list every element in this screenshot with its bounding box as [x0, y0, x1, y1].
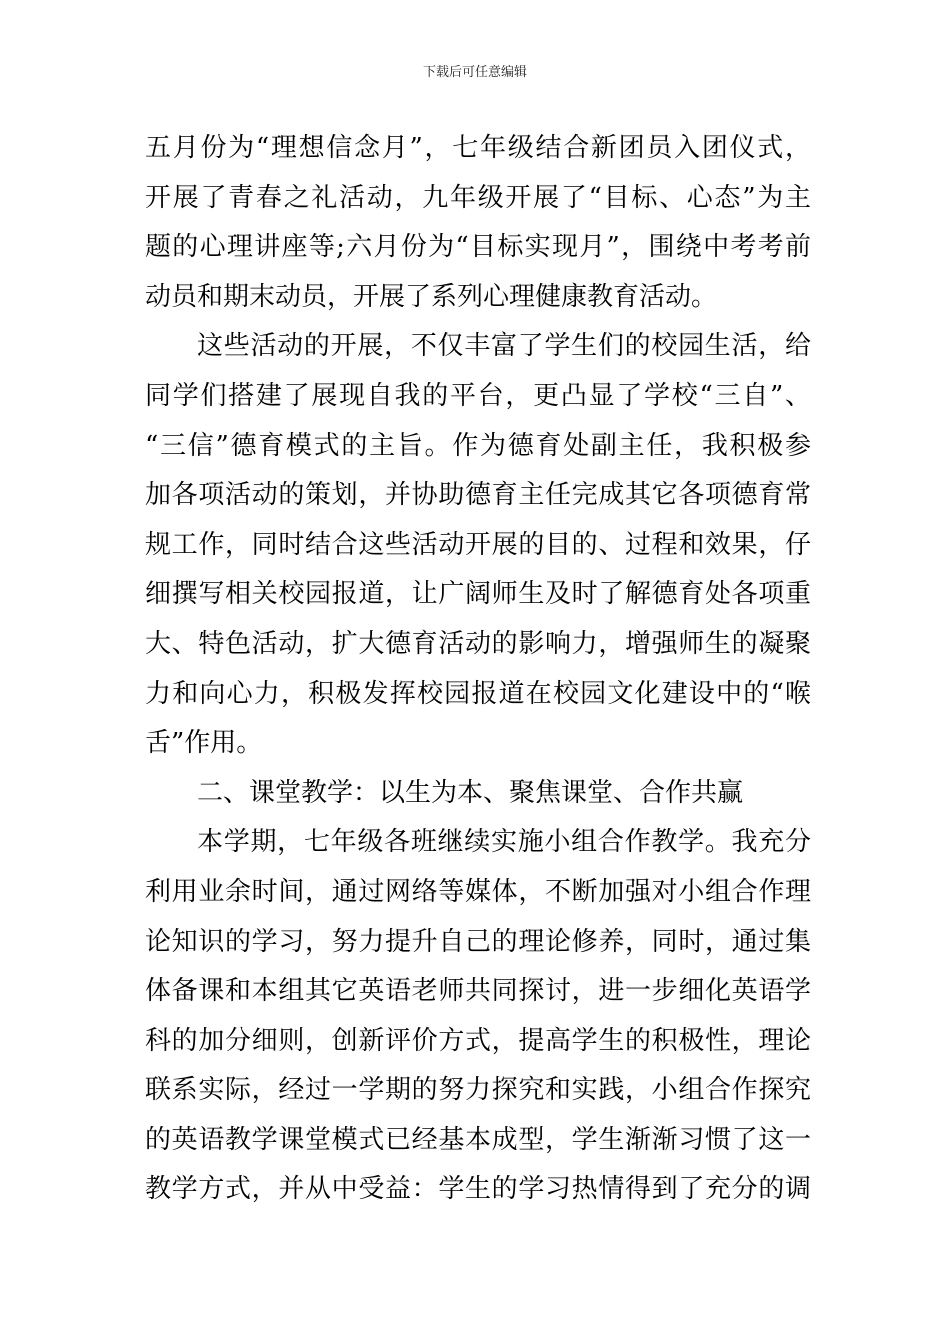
- text-line: 科的加分细则，创新评价方式，提高学生的积极性，理论: [145, 1025, 811, 1056]
- page-header-note: 下载后可任意编辑: [422, 65, 527, 80]
- text-line: 教学方式，并从中受益：学生的学习热情得到了充分的调: [145, 1174, 811, 1205]
- text-line: 开展了青春之礼活动，九年级开展了“目标、心态”为主: [145, 182, 811, 213]
- text-line: 大、特色活动，扩大德育活动的影响力，增强师生的凝聚: [145, 628, 811, 659]
- text-line: 加各项活动的策划，并协助德育主任完成其它各项德育常: [145, 480, 811, 511]
- text-line: 本学期，七年级各班继续实施小组合作教学。我充分: [197, 827, 811, 858]
- text-line: 利用业余时间，通过网络等媒体，不断加强对小组合作理: [145, 876, 811, 907]
- text-line: “三信”德育模式的主旨。作为德育处副主任，我积极参: [145, 430, 811, 461]
- text-line: 细撰写相关校园报道，让广阔师生及时了解德育处各项重: [145, 579, 811, 610]
- text-line: 这些活动的开展，不仅丰富了学生们的校园生活，给: [197, 331, 811, 362]
- document-body: [145, 124, 811, 1215]
- text-line: 体备课和本组其它英语老师共同探讨，进一步细化英语学: [145, 976, 811, 1007]
- text-line: 舌”作用。: [145, 728, 263, 759]
- text-line: 力和向心力，积极发挥校园报道在校园文化建设中的“喉: [145, 678, 811, 709]
- text-line: 联系实际，经过一学期的努力探究和实践，小组合作探究: [145, 1075, 811, 1106]
- text-line: 动员和期末动员，开展了系列心理健康教育活动。: [145, 281, 718, 312]
- text-line: 同学们搭建了展现自我的平台，更凸显了学校“三自”、: [145, 380, 811, 411]
- text-line: 论知识的学习，努力提升自己的理论修养，同时，通过集: [145, 926, 811, 957]
- text-line: 的英语教学课堂模式已经基本成型，学生渐渐习惯了这一: [145, 1124, 811, 1155]
- text-line: 题的心理讲座等;六月份为“目标实现月”，围绕中考考前: [145, 232, 811, 263]
- text-line: 规工作，同时结合这些活动开展的目的、过程和效果，仔: [145, 529, 811, 560]
- text-line: 五月份为“理想信念月”，七年级结合新团员入团仪式，: [145, 133, 811, 163]
- text-line: 二、课堂教学：以生为本、聚焦课堂、合作共赢: [197, 777, 744, 808]
